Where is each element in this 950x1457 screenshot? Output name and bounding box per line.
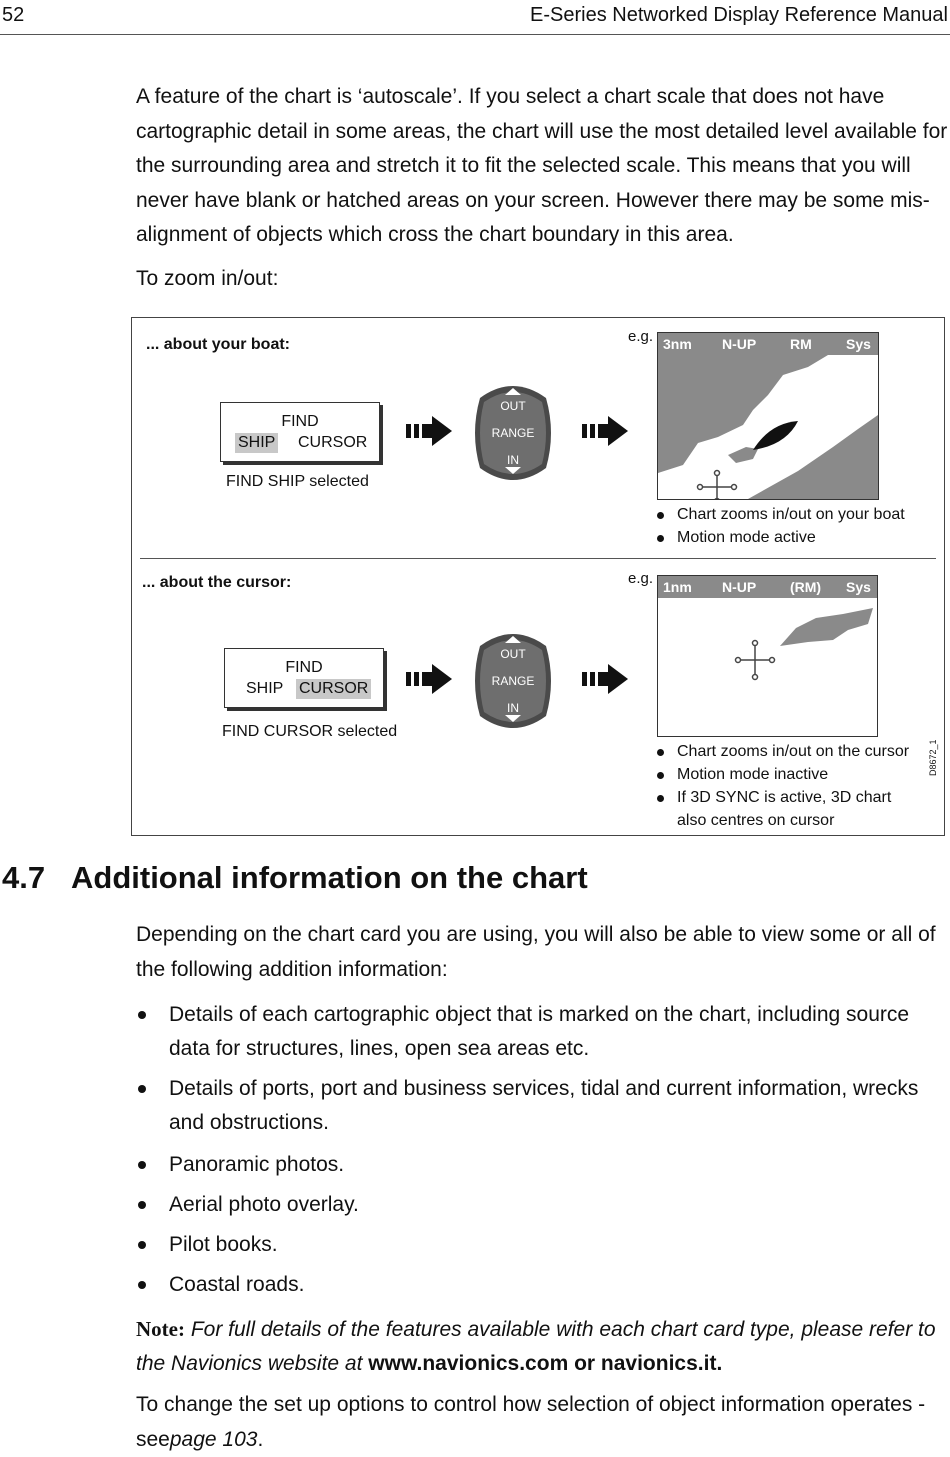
cursor-option-selected: CURSOR [296, 679, 371, 699]
range-readout: 1nm [663, 579, 692, 595]
drawing-code: D8672_1 [928, 739, 938, 776]
arrow-right-icon [406, 664, 454, 694]
orientation-readout: N-UP [722, 579, 757, 595]
cursor-icon [698, 471, 737, 500]
status-bar [658, 333, 878, 355]
sys-readout: Sys [846, 336, 871, 352]
range-rocker-button[interactable] [470, 378, 556, 488]
section-title: Additional information on the chart [71, 860, 588, 895]
sys-readout: Sys [846, 579, 871, 595]
boat-icon [753, 421, 798, 450]
note-text: For full details of the features available with each chart card type, please refer to the Navionics website at [136, 1318, 936, 1375]
rocker-in-label: IN [507, 701, 519, 715]
ship-option-selected: SHIP [235, 433, 278, 453]
cursor-icon [736, 641, 775, 680]
find-title: FIND [281, 413, 319, 430]
figure-divider [140, 558, 936, 559]
land-mass [748, 415, 878, 499]
motion-mode-readout: (RM) [790, 579, 822, 595]
eg-label: e.g. [628, 570, 654, 587]
note-label: Note: [136, 1317, 185, 1341]
zoom-figure: ... about your boat: FIND SHIP CURSOR FIND SHIP selected OUT RANGE IN e.g. 3nm N-UP RM Sys Chart zooms in/out on your boat Motion mode active ... about the cursor: FIND SHIP CURSOR FIND CURSOR selected OUT RANGE IN e.g. 1nm N-UP (RM) Sys Chart zooms in/out on the cursor Motion mode inactive If 3D SYNC is active, 3D chart also centres on cursor D8672_1 [131, 317, 945, 836]
intro-paragraph: A feature of the chart is ‘autoscale’. If you select a chart scale that does not have cartographic detail in some areas, the chart will use the most detailed level available for the surrounding area and stretch it to fit the selected scale. This means that you will never have blank or hatched areas on your screen. However there may be some mis-alignment of objects which cross the chart boundary in this area. [136, 85, 948, 246]
eg-label: e.g. [628, 328, 654, 345]
range-readout: 3nm [663, 336, 692, 352]
manual-title: E-Series Networked Display Reference Manual [530, 4, 948, 26]
closing-paragraph [136, 1388, 948, 1457]
rocker-out-label: OUT [500, 399, 526, 413]
status-bar [658, 576, 877, 598]
zoom-heading: To zoom in/out: [136, 267, 279, 290]
orientation-readout: N-UP [722, 336, 757, 352]
range-rocker-button[interactable] [470, 626, 556, 736]
closing-end: . [257, 1427, 264, 1451]
page-number: 52 [2, 4, 25, 26]
chart-screen-cursor [657, 575, 878, 737]
find-title: FIND [285, 659, 323, 676]
find-ship-selected-label: FIND SHIP selected [226, 473, 369, 490]
chart-map [658, 598, 877, 736]
find-cursor-selected-label: FIND CURSOR selected [222, 723, 398, 740]
rocker-range-label: RANGE [491, 674, 535, 688]
page-header [0, 0, 950, 35]
arrow-right-icon [406, 416, 454, 446]
motion-mode-readout: RM [790, 336, 812, 352]
page-reference-link[interactable]: page 103 [169, 1427, 258, 1451]
cursor-option: CURSOR [298, 434, 368, 451]
note-paragraph [136, 1312, 948, 1381]
rocker-range-label: RANGE [491, 426, 535, 440]
section-intro: Depending on the chart card you are using, you will also be able to view some or all of the following addition information: [136, 923, 936, 981]
find-cursor-softkey[interactable] [224, 648, 384, 708]
arrow-right-icon [582, 664, 630, 694]
navionics-link[interactable]: www.navionics.com or navionics.it. [368, 1352, 723, 1375]
find-ship-softkey[interactable] [220, 402, 380, 462]
land-mass [780, 608, 873, 646]
ship-option: SHIP [246, 680, 284, 697]
section-number: 4.7 [2, 860, 46, 895]
chart-map [658, 355, 878, 499]
cursor-caption: ... about the cursor: [142, 574, 292, 591]
boat-caption: ... about your boat: [146, 336, 290, 353]
closing-text: To change the set up options to control how selection of object information operates - see [136, 1393, 926, 1451]
chart-screen-boat [657, 332, 879, 500]
arrow-right-icon [582, 416, 630, 446]
rocker-in-label: IN [507, 453, 519, 467]
rocker-out-label: OUT [500, 647, 526, 661]
